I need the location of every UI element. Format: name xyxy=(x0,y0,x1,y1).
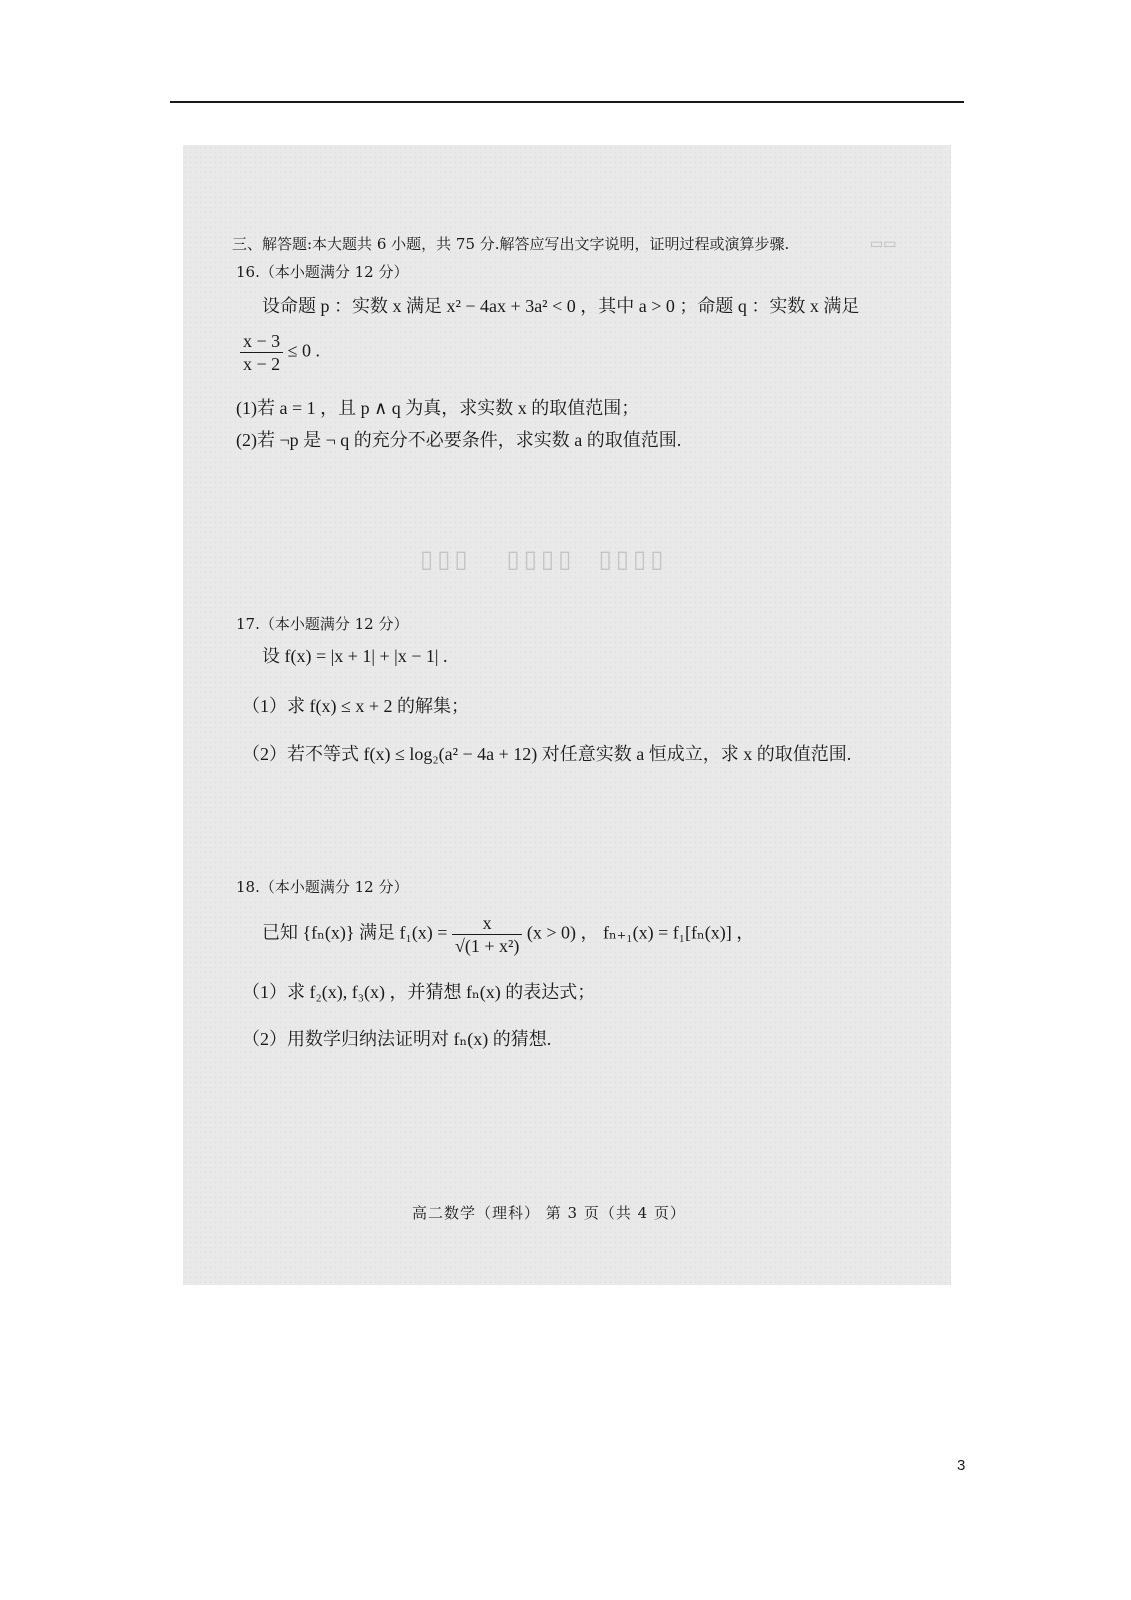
q16-condition xyxy=(240,330,320,375)
q17-stem: 设 f(x) = |x + 1| + |x − 1| . xyxy=(262,646,448,666)
q18-fraction-denominator: √(1 + x²) xyxy=(454,936,520,956)
page-number: 3 xyxy=(957,1457,966,1474)
page-footer: 高二数学（理科） 第 3 页（共 4 页） xyxy=(412,1204,686,1222)
q17-header: 17.（本小题满分 12 分） xyxy=(236,615,409,633)
q16-part1: (1)若 a = 1 ，且 p ∧ q 为真，求实数 x 的取值范围； xyxy=(236,398,640,418)
top-rule xyxy=(170,101,964,103)
section-header: 三、解答题:本大题共 6 小题，共 75 分.解答应写出文字说明，证明过程或演算步骤. xyxy=(232,235,790,253)
q16-fraction-numerator: x − 3 xyxy=(240,330,283,353)
q18-header: 18.（本小题满分 12 分） xyxy=(236,878,409,896)
q18-part1: （1）求 f₂(x), f₃(x) ，并猜想 fₙ(x) 的表达式； xyxy=(242,982,596,1002)
q18-stem-b: (x > 0) ， fₙ₊₁(x) = f₁[fₙ(x)] ， xyxy=(526,922,755,943)
q17-part2: （2）若不等式 f(x) ≤ log₂(a² − 4a + 12) 对任意实数 a 恒成立，求 x 的取值范围. xyxy=(242,744,852,764)
q16-fraction xyxy=(240,330,283,375)
bleed-through-mark: ▭▭ xyxy=(870,236,897,252)
q18-stem xyxy=(262,912,754,957)
q16-fraction-denominator: x − 2 xyxy=(243,354,281,374)
bleed-through-heading: ▯▯▯ ▯▯▯▯ ▯▯▯▯ xyxy=(420,545,668,573)
q16-fraction-tail: ≤ 0 . xyxy=(283,340,321,361)
q18-stem-a: 已知 {fₙ(x)} 满足 f₁(x) = xyxy=(262,922,448,943)
q16-part2: (2)若 ¬p 是 ¬ q 的充分不必要条件，求实数 a 的取值范围. xyxy=(236,430,682,450)
q18-part2: （2）用数学归纳法证明对 fₙ(x) 的猜想. xyxy=(242,1029,552,1049)
q16-stem: 设命题 p ：实数 x 满足 x² − 4ax + 3a² < 0 ，其中 a > 0 ；命题 q ：实数 x 满足 xyxy=(262,296,860,316)
q17-part1: （1）求 f(x) ≤ x + 2 的解集； xyxy=(242,696,470,716)
q18-fraction-numerator: x xyxy=(452,912,522,935)
q16-header: 16.（本小题满分 12 分） xyxy=(236,263,409,281)
q18-fraction xyxy=(452,912,522,957)
